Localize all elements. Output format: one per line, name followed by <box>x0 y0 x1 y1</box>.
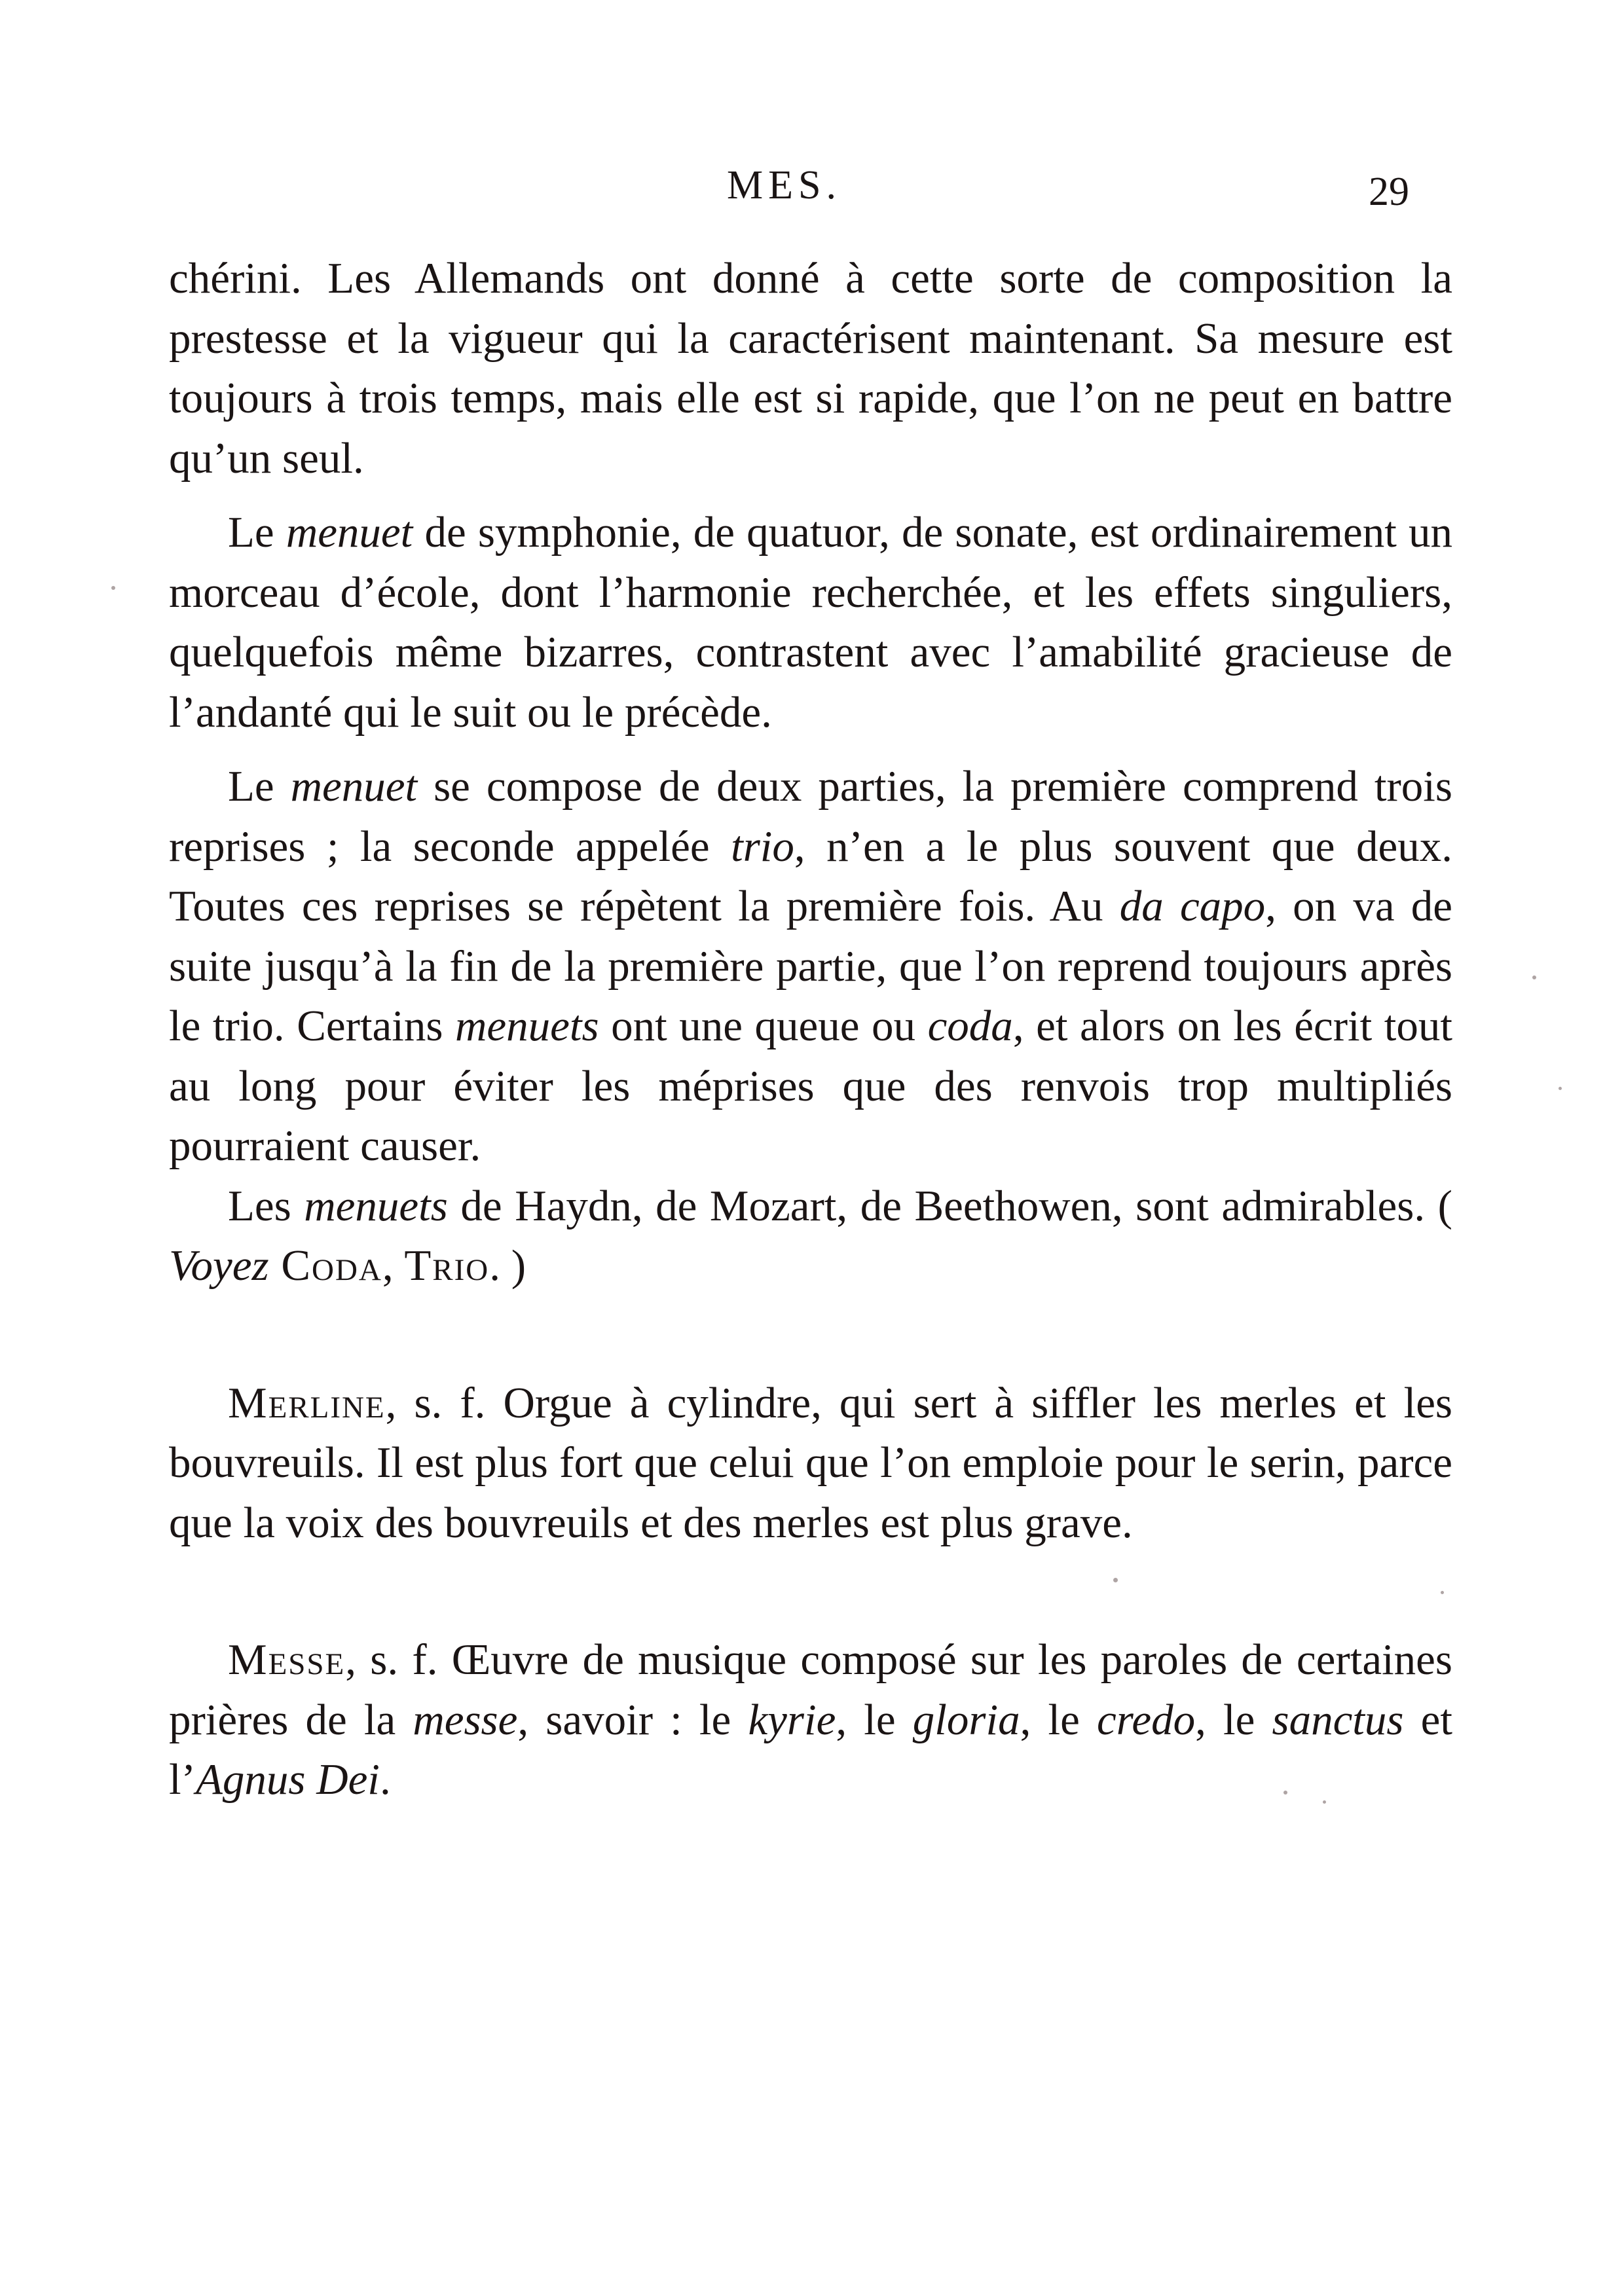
italic-text: Voyez <box>169 1241 269 1290</box>
italic-text: kyrie <box>748 1695 836 1744</box>
text-segment: , <box>382 1241 405 1290</box>
text-segment: , et alors on les écrit tout au long pour éviter les méprises que des renvois trop multipliés pourraient causer. <box>169 1002 1452 1170</box>
text-segment: , le <box>836 1695 913 1744</box>
text-segment: , s. f. Œuvre de musique composé sur les paroles de certaines prières de la <box>169 1635 1452 1744</box>
paragraph-continuation <box>169 249 1452 488</box>
text-segment: , le <box>1020 1695 1097 1744</box>
text-segment: , s. f. Orgue à cylindre, qui sert à siffler les merles et les bouvreuils. Il est plus fort que celui que l’on emploie pour le serin, parce que la voix des bouvreuils et des merles est plus grave. <box>169 1378 1452 1547</box>
paper-speck <box>1559 1087 1562 1090</box>
paper-speck <box>1283 1791 1287 1795</box>
text-segment: chérini. Les Allemands ont donné à cette sorte de composition la prestesse et la vigueur qui la caractérisent maintenant. Sa mesure est toujours à trois temps, mais elle est si rapide, que l’on ne peut en battre qu’un seul. <box>169 254 1452 483</box>
text-segment: , savoir : le <box>517 1695 748 1744</box>
italic-text: menuet <box>286 508 413 556</box>
body-text <box>169 249 1452 1810</box>
italic-text: coda <box>927 1002 1013 1050</box>
text-segment: et l’ <box>169 1695 1453 1804</box>
paper-speck <box>1113 1578 1118 1582</box>
paper-speck <box>1532 975 1536 979</box>
small-caps-text: Messe <box>228 1635 346 1684</box>
text-segment: Le <box>228 762 291 811</box>
entry-merline <box>169 1374 1452 1554</box>
text-segment: , le <box>1195 1695 1272 1744</box>
paper-speck <box>1441 1591 1444 1594</box>
italic-text: gloria <box>912 1695 1020 1744</box>
small-caps-text: Trio <box>404 1241 490 1290</box>
italic-text: menuets <box>455 1002 599 1050</box>
running-head: MES. <box>727 163 841 208</box>
small-caps-text: Coda <box>268 1241 382 1290</box>
text-segment: . <box>379 1755 391 1804</box>
paragraph-menuet-composers <box>169 1176 1452 1296</box>
paragraph-menuet-definition <box>169 503 1452 742</box>
text-segment: , on va de suite jusqu’à la fin de la première partie, que l’on reprend toujours après le trio. Certains <box>169 882 1452 1050</box>
text-segment: se compose de deux parties, la première comprend trois reprises ; la seconde appelée <box>169 762 1452 871</box>
paper-speck <box>111 586 115 590</box>
text-segment: , n’en a le plus souvent que deux. Toutes ces reprises se répètent la première fois. Au <box>169 822 1452 930</box>
italic-text: Agnus Dei <box>195 1755 380 1804</box>
italic-text: da capo <box>1119 882 1266 930</box>
page-number: 29 <box>1369 170 1409 214</box>
text-segment: Les <box>228 1181 304 1230</box>
text-segment: Le <box>228 508 286 556</box>
text-segment: de Haydn, de Mozart, de Beethowen, sont admirables. ( <box>447 1181 1452 1230</box>
italic-text: menuets <box>304 1181 448 1230</box>
paragraph-menuet-structure <box>169 757 1452 1176</box>
paper-speck <box>1323 1800 1326 1804</box>
text-segment: . ) <box>489 1241 526 1290</box>
text-segment: de symphonie, de quatuor, de sonate, est ordinairement un morceau d’école, dont l’harmonie recherchée, et les effets singuliers, quelquefois même bizarres, contrastent avec l’amabilité gracieuse de l’andanté qui le suit ou le précède. <box>169 508 1452 737</box>
italic-text: messe <box>413 1695 518 1744</box>
small-caps-text: Merline <box>228 1378 386 1427</box>
text-segment: ont une queue ou <box>599 1002 928 1050</box>
italic-text: credo <box>1097 1695 1196 1744</box>
italic-text: trio <box>731 822 794 871</box>
entry-messe <box>169 1630 1452 1810</box>
italic-text: menuet <box>290 762 418 811</box>
italic-text: sanctus <box>1272 1695 1404 1744</box>
